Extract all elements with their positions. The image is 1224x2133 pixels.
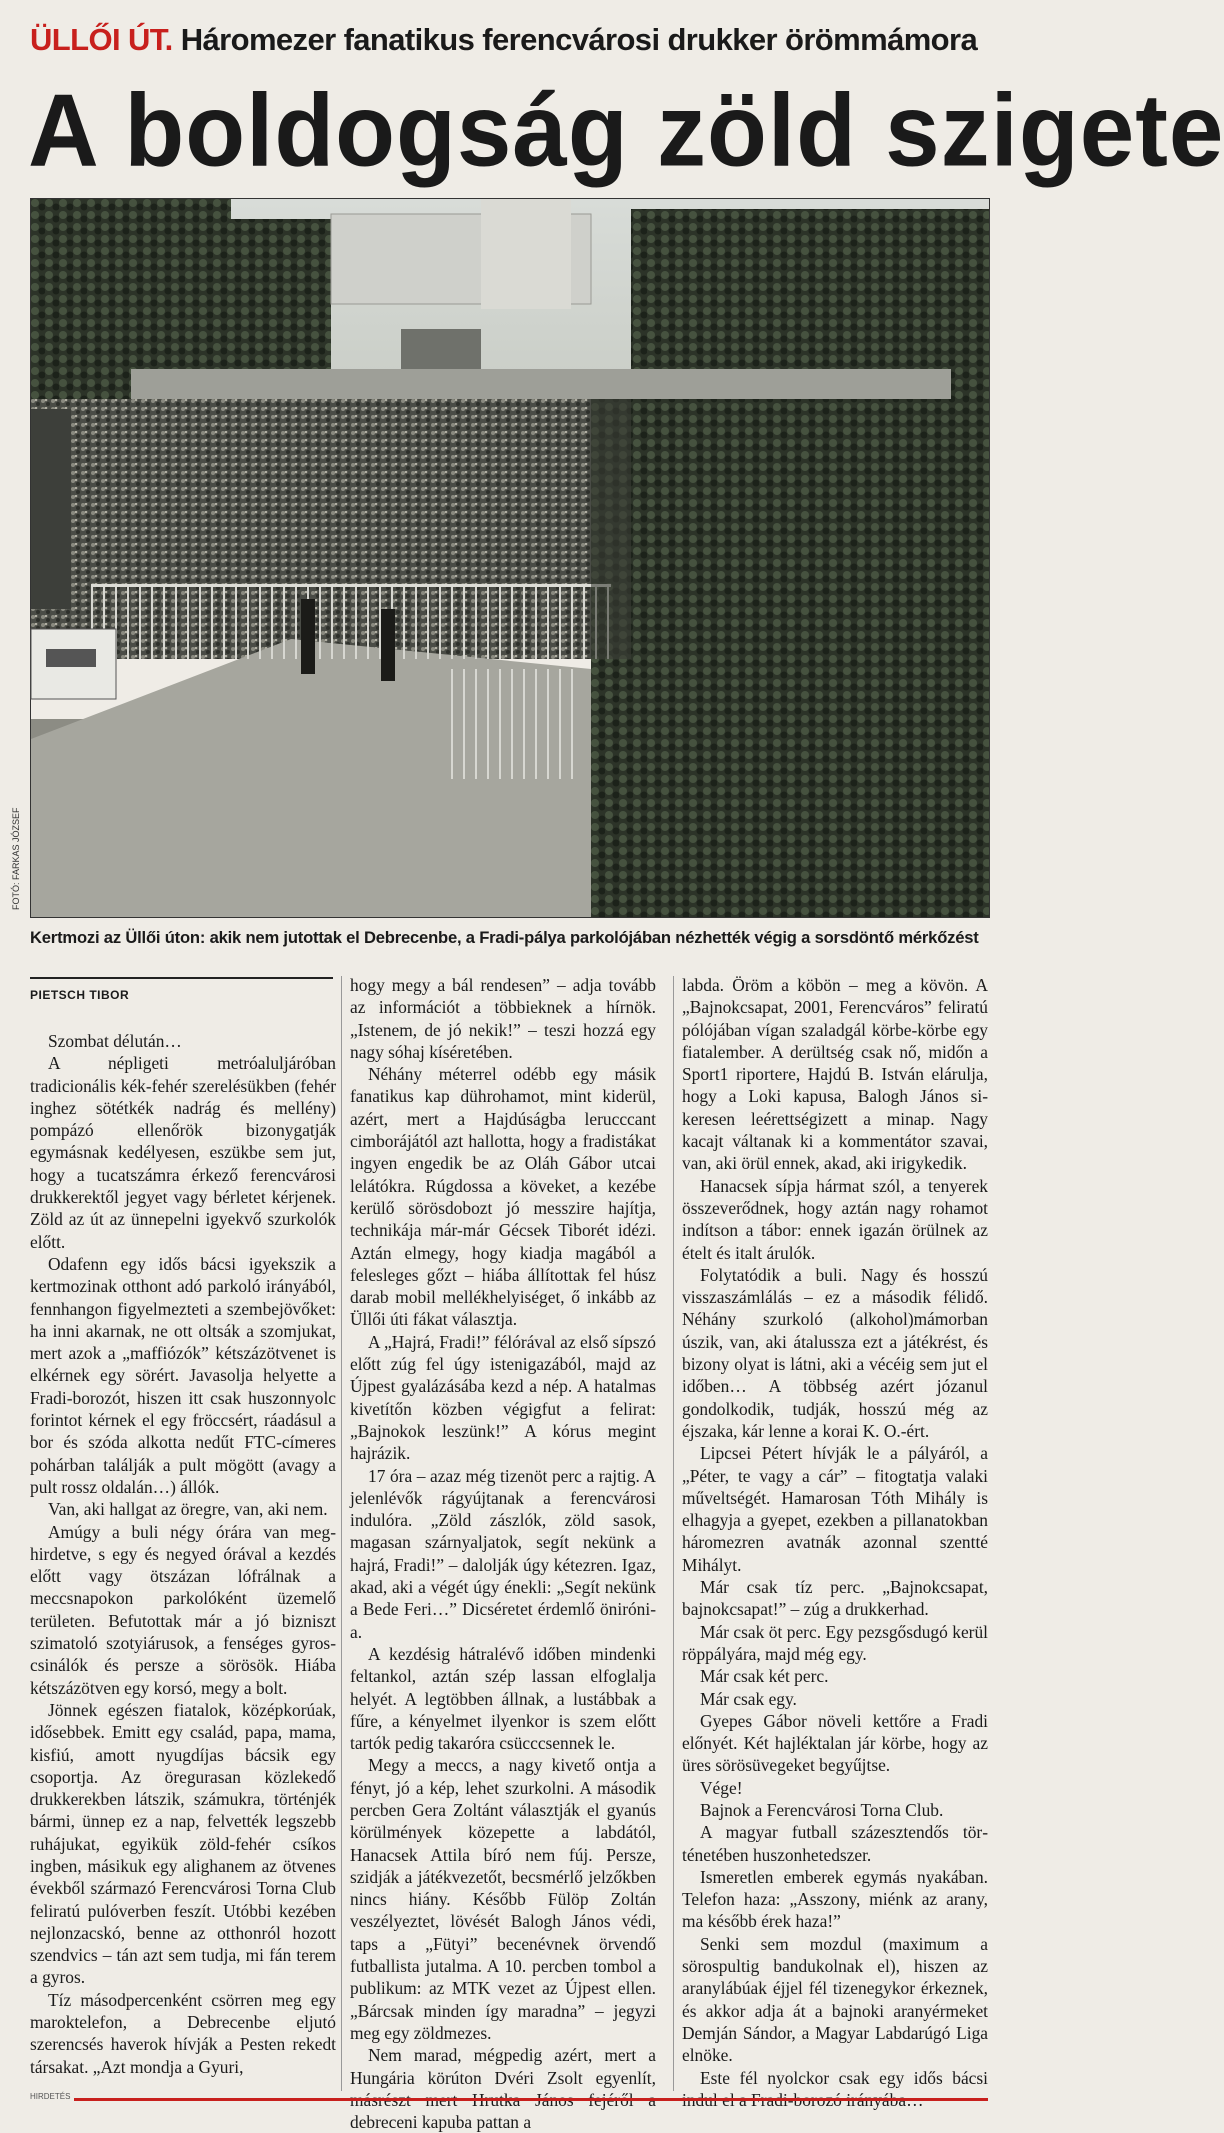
article-paragraph: Odafenn egy idős bácsi igyekszik a kertmozinak otthont adó parkoló irányából, fennhangon figyelmezteti a szembejövőket: ha inni akarnak, ne ott oltsák a szomjukat, mert azok a „maffiózók” kétszázötvenet is elkérnek egy sörért. Javasolja helyette a Fradi-borozót, hiszen itt csak huszonnyolc forintot kérnek el egy fröccsért, ráadásul a bor és szóda alkotta nedűt FTC-címeres pohárban találják a pult mögött (avagy a pult rossz oldalán…) állók.	[30, 1253, 336, 1497]
article-paragraph: Tíz másodpercenként csörren meg egy maroktelefon, a Debrecenbe eljutó szerencsés haverok hívják a Pesten rekedt társakat. „Azt mondja a Gyuri,	[30, 1989, 336, 2077]
article-paragraph: Ismeretlen emberek egymás nyakában. Telefon haza: „Asszony, miénk az arany, ma később érek haza!”	[682, 1866, 988, 1932]
headline: A boldogság zöld szigete	[28, 72, 1224, 188]
article-paragraph: Hanacsek sípja hármat szól, a tenyerek összeverődnek, hogy aztán nagy rohamot indítson a tábor: ennek igazán örülnek az ételt és italt árulók.	[682, 1175, 988, 1263]
article-paragraph: Szombat délután…	[48, 1031, 182, 1051]
article-paragraph: Senki sem mozdul (maximum a sörospultig bandukolnak el), hiszen az aranylábúak éjjel fél tizenegykor érkeznek, és akkor adja át a bajnoki aranyérmeket Demján Sándor, a Magyar Labdarúgó Liga elnöke.	[682, 1933, 988, 2066]
kicker-place: ÜLLŐI ÚT.	[30, 22, 173, 57]
photo-credit-text: FOTÓ: FARKAS JÓZSEF	[11, 807, 21, 910]
kicker-text: Háromezer fanatikus ferencvárosi drukker örömmámora	[180, 22, 978, 57]
article-paragraph: Már csak öt perc. Egy pezsgősdugó kerül röppályára, majd még egy.	[682, 1621, 988, 1664]
article-paragraph: 17 óra – azaz még tizenöt perc a rajtig. A jelenlévők rágyújtanak a ferencvárosi indulóra. „Zöld zászlók, zöld sasok, magasan szárnyaljatok, segít nekünk a hajrá, Fradi!” – dalolják úgy kétezren. Igaz, akad, aki a végét úgy énekli: „Segít nekünk a Bede Feri…” Dicséretet érdemlő önirónia.	[350, 1465, 656, 1642]
article-paragraph: Van, aki hallgat az öregre, van, aki nem.	[48, 1499, 328, 1520]
article-paragraph: Este fél nyolckor csak egy idős bácsi	[700, 2067, 988, 2088]
article-paragraph: A magyar futball százesztendős történetében huszonhetedszer.	[682, 1822, 988, 1865]
article-paragraph: Már csak egy.	[700, 1688, 797, 1709]
article-paragraph: labda. Öröm a köbön – meg a kövön. A „Bajnokcsapat, 2001, Ferencváros” feliratú pólójában vígan szaladgál körbe-körbe egy fiatalember. A derültség csak nő, midőn a Sport1 riportere, Hajdú B. István elárulja, hogy a Loki kapusa, Balogh János sikeresen leérettségizett a minap. Nagy kacajt váltanak ki a kommentátor szavai, van, aki örül ennek, akad, aki irigykedik.	[682, 975, 988, 1174]
article-paragraph: Már csak két perc.	[700, 1666, 829, 1687]
kicker	[30, 22, 980, 58]
footer-rule	[30, 2098, 988, 2101]
article-paragraph: A „Hajrá, Fradi!” félórával az első sípszó előtt zúg fel úgy istenigazából, majd az Újpest gyalázásába kezd a nép. A hatalmas kivetítőn közben végigfut a felirat: „Bajnokok leszünk!” A kórus megint hajrázik.	[350, 1331, 656, 1464]
article-paragraph: Jönnek egészen fiatalok, középkorúak, idősebbek. Emitt egy család, papa, mama, kisfiú, amott nyugdíjas bácsik egy csoportja. Az öregurasan közlekedő drukkerekben látszik, számukra, történjék bármi, ünnep ez a nap, felvették legszebb ruhájukat, egyikük zöld-fehér csíkos ingben, másikuk egy alighanem az ötvenes évekből származó Ferencvárosi Torna Club feliratú pulóverben feszít. Utóbbi kezében nejlonzacskó, benne az otthonról hozott szendvics – tán azt sem tudja, mi fán terem a gyros.	[30, 1699, 336, 1988]
photo-credit	[11, 720, 27, 920]
column-divider	[341, 976, 342, 2091]
crowd-photo-illustration	[31, 199, 989, 917]
article-paragraph: A népligeti metróaluljáróban tradicionális kék-fehér szerelésükben (fehér inghez sötétkék nadrág és mellény) pompázó ellenőrök bizonygatják egymásnak kedélyesen, eszükbe sem jut, hogy a tucatszámra érkező ferencvárosi drukkerektől jegyet vagy bérletet kérjenek. Zöld az út az ünnepelni igyekvő szurkolók előtt.	[30, 1053, 336, 1252]
article-column-1	[30, 1030, 336, 2078]
article-paragraph: Már csak tíz perc. „Bajnokcsapat, bajnokcsapat!” – zúg a drukkerhad.	[682, 1577, 988, 1620]
photo-caption: Kertmozi az Üllői úton: akik nem jutottak el Debrecenbe, a Fradi-pálya parkolójában nézhették végig a sorsdöntő mérkőzést	[30, 928, 979, 947]
article-paragraph: hogy megy a bál rendesen” – adja tovább az információt a többieknek a hírnök. „Istenem, de jó nekik!” – teszi hozzá egy nagy sóhaj kíséretében.	[350, 975, 656, 1062]
article-paragraph: Megy a meccs, a nagy kivető ontja a fényt, jó a kép, lehet szurkolni. A második percben Gera Zoltánt választják el gyanús körülmények közepette a labdától, Hanacsek Attila bíró nem fúj. Persze, szidják a játékvezetőt, becsmérlő jelzőkben nincs hiány. Később Fülöp Zoltán veszélyeztet, lövését Balogh János védi, taps a „Fütyi” becenévnek örvendő futballista jutalma. A 10. percben tombol a publikum: az MTK vezet az Újpest ellen. „Bárcsak minden így maradna” – jegyzi meg egy zöldmezes.	[350, 1755, 656, 2043]
article-paragraph: A kezdésig hátralévő időben mindenki feltankol, aztán szép lassan elfoglalja helyét. A legtöbben állnak, a lustábbak a fűre, a kényelmet ilyenkor is szem előtt tartók pedig takaróra csücccsennek le.	[350, 1643, 656, 1754]
byline-rule	[30, 977, 333, 979]
article-paragraph: Folytatódik a buli. Nagy és hosszú visszaszámlálás – ez a második félidő. Néhány szurkoló (alkohol)mámorban úszik, van, aki átalussza ezt a játékrést, és bizony olyat is látni, aki a vécéig sem jut el időben… A többség azért józanul gondolkodik, tudják, hosszú még az éjszaka, kár lenne a korai K. O.-ért.	[682, 1264, 988, 1441]
article-paragraph: Lipcsei Pétert hívják le a pályáról, a „Péter, te vagy a cár” – fitogtatja valaki műveltségét. Hamarosan Tóth Mihály is elhagyja a gyepet, ezekben a pillanatokban háromezren avatnák azonnal szentté Mihályt.	[682, 1443, 988, 1575]
article-column-2	[350, 974, 656, 2133]
article-paragraph: Bajnok a Ferencvárosi Torna Club.	[700, 1799, 944, 1820]
article-paragraph: Amúgy a buli négy órára van meghirdetve, s egy és negyed órával a kezdés előtt vagy ötszázan lófrálnak a meccsnapokon parkolóként üzemelő területen. Befutottak már a jó bizniszt szimatoló szotyiárusok, a fenséges gyros-csinálók és persze a sörösök. Hiába kétszázötven egy korsó, megy a bolt.	[30, 1521, 336, 1698]
article-paragraph: Néhány méterrel odébb egy másik fanatikus kap dührohamot, mint kiderül, azért, mert a Hajdúságba lerucccant cimborájától azt hallotta, hogy a fradistákat ingyen engedik be az Oláh Gábor utcai lelátókra. Rúgdossa a köveket, a kezébe kerülő sörösdobozt jó messzire hajítja, technikája már-már Gécsek Tiborét idézi. Aztán elmegy, hogy kiadja magából a felesleges gőzt – hiába állítottak fel húsz darab mobil mellékhelyiséget, ő inkább az Üllői úti fákat választja.	[350, 1064, 656, 1330]
crowd-photo	[30, 198, 990, 918]
article-paragraph: Gyepes Gábor növeli kettőre a Fradi előnyét. Két hajléktalan jár körbe, hogy az üres sörösüvegeket begyűjtse.	[682, 1710, 988, 1776]
column-divider	[673, 976, 674, 2091]
byline: PIETSCH TIBOR	[30, 988, 130, 1002]
article-column-3	[682, 974, 988, 2111]
article-paragraph: Vége!	[700, 1777, 743, 1798]
article-paragraph: Nem marad, mégpedig azért, mert a Hungária körúton Dvéri Zsolt egyenlít, debreceni kapuba pattan a	[350, 2045, 656, 2133]
advert-label: HIRDETÉS	[30, 2092, 74, 2101]
